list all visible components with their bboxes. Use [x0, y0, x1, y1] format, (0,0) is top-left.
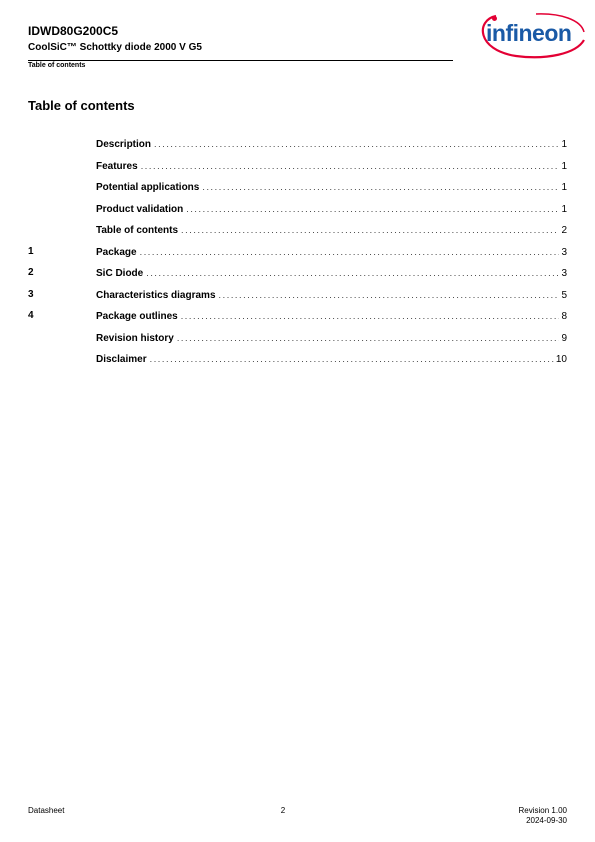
toc-page-number[interactable]: 1	[561, 203, 567, 215]
toc-dot-leader	[181, 309, 560, 323]
toc-entry[interactable]	[96, 180, 567, 195]
page-header	[28, 24, 453, 55]
toc-page-number[interactable]: 2	[561, 225, 567, 236]
toc-row[interactable]	[28, 352, 567, 374]
logo-wordmark: infineon	[486, 20, 572, 46]
toc-row[interactable]	[28, 266, 567, 288]
footer-doc-type: Datasheet	[28, 806, 65, 815]
toc-entry-label[interactable]: SiC Diode	[96, 268, 144, 279]
toc-row[interactable]	[28, 202, 567, 224]
toc-page-number[interactable]: 1	[561, 139, 567, 150]
toc-dot-leader	[150, 352, 554, 366]
toc-dot-leader	[154, 137, 559, 151]
toc-entry-label[interactable]: Disclaimer	[96, 354, 147, 365]
toc-entry-label[interactable]: Revision history	[96, 332, 174, 344]
toc-entry-label[interactable]: Package outlines	[96, 311, 178, 322]
document-subtitle: CoolSiC™ Schottky diode 2000 V G5	[28, 42, 202, 53]
toc-entry-label[interactable]: Description	[96, 139, 152, 150]
toc-row[interactable]	[28, 288, 567, 310]
toc-section-number: 2	[28, 267, 34, 278]
footer-page-number: 2	[280, 806, 286, 815]
toc-dot-leader	[177, 331, 560, 345]
toc-entry-label[interactable]: Product validation	[96, 203, 184, 215]
header-divider	[28, 60, 453, 61]
toc-row[interactable]	[28, 180, 567, 202]
toc-entry[interactable]	[96, 331, 567, 346]
toc-row[interactable]	[28, 309, 567, 331]
toc-dot-leader	[181, 223, 559, 237]
header-section-label: Table of contents	[28, 62, 86, 69]
toc-page-number[interactable]: 3	[561, 268, 567, 279]
toc-page-number[interactable]: 8	[561, 311, 567, 322]
toc-entry-label[interactable]: Package	[96, 246, 137, 258]
toc-page-number[interactable]: 1	[561, 182, 567, 193]
toc-entry[interactable]	[96, 245, 567, 260]
toc-page-number[interactable]: 10	[555, 354, 567, 365]
toc-row[interactable]	[28, 245, 567, 267]
toc-dot-leader	[186, 202, 559, 216]
toc-section-number: 4	[28, 310, 34, 321]
toc-page-number[interactable]: 5	[561, 289, 567, 301]
toc-section-number: 3	[28, 288, 34, 300]
document-id: IDWD80G200C5	[28, 24, 119, 38]
toc-page-number[interactable]: 1	[561, 160, 567, 172]
toc-entry[interactable]	[96, 137, 567, 152]
toc-page-number[interactable]: 3	[561, 246, 567, 258]
toc-entry-label[interactable]: Table of contents	[96, 225, 179, 236]
toc-entry[interactable]	[96, 309, 567, 324]
toc-entry[interactable]	[96, 159, 567, 174]
toc-entry-label[interactable]: Potential applications	[96, 182, 200, 193]
footer-date: 2024-09-30	[526, 816, 567, 825]
infineon-logo	[476, 10, 586, 60]
toc-page-number[interactable]: 9	[561, 332, 567, 344]
toc-dot-leader	[140, 245, 560, 259]
toc-entry-label[interactable]: Characteristics diagrams	[96, 289, 216, 301]
toc-dot-leader	[202, 180, 559, 194]
toc-entry[interactable]	[96, 288, 567, 303]
footer-revision-label: Revision 1.00	[518, 806, 567, 815]
table-of-contents	[28, 137, 567, 374]
toc-entry[interactable]	[96, 266, 567, 281]
toc-row[interactable]	[28, 137, 567, 159]
toc-section-number: 1	[28, 245, 34, 257]
footer-revision	[519, 806, 567, 826]
toc-entry[interactable]	[96, 352, 567, 367]
toc-dot-leader	[219, 288, 560, 302]
toc-title: Table of contents	[28, 98, 135, 113]
toc-entry[interactable]	[96, 223, 567, 238]
toc-entry[interactable]	[96, 202, 567, 217]
toc-row[interactable]	[28, 159, 567, 181]
toc-dot-leader	[141, 159, 560, 173]
toc-row[interactable]	[28, 223, 567, 245]
toc-dot-leader	[146, 266, 559, 280]
toc-entry-label[interactable]: Features	[96, 160, 138, 172]
toc-row[interactable]	[28, 331, 567, 353]
